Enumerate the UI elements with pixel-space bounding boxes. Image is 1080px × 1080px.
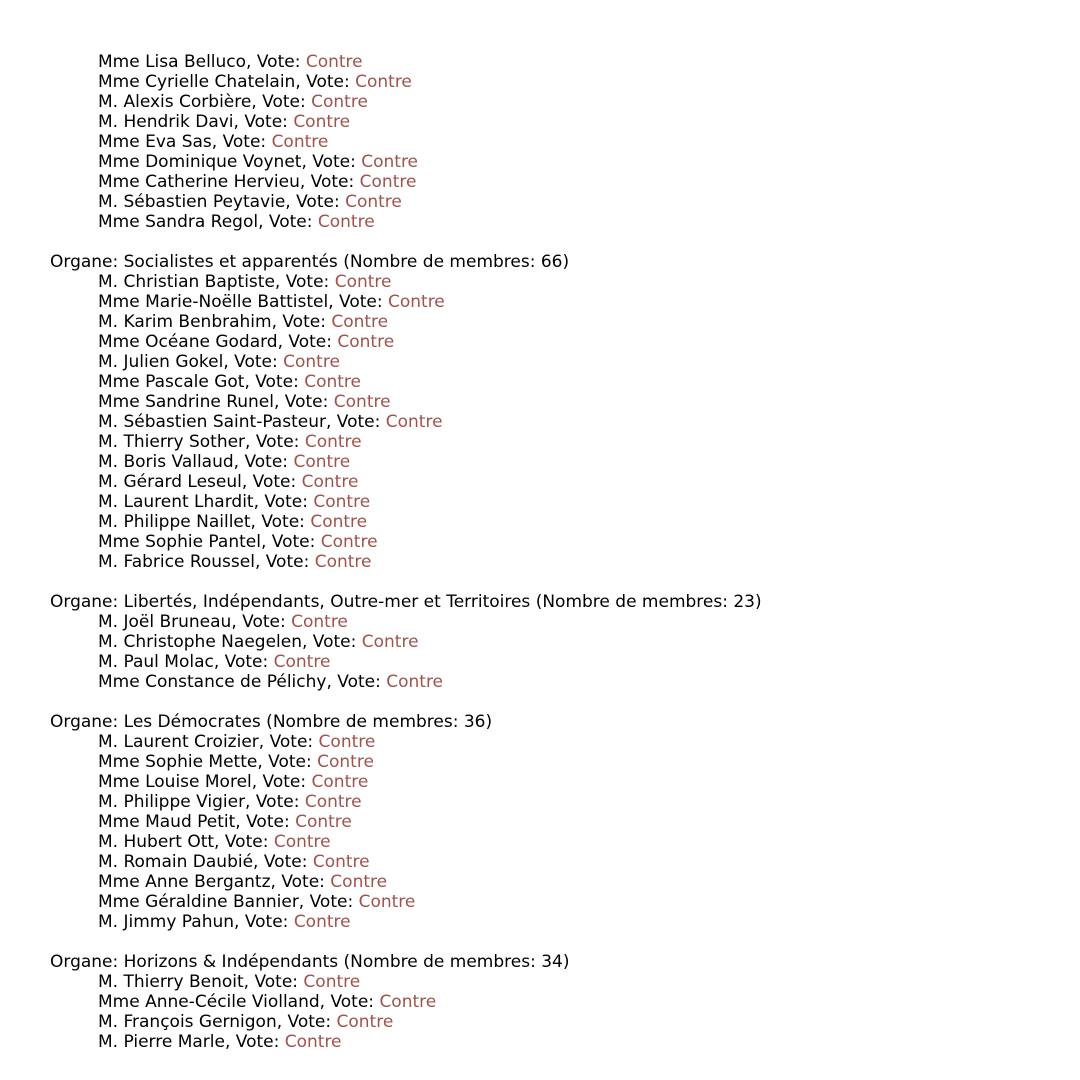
member-name: M. Boris Vallaud, Vote: <box>98 452 294 472</box>
section-gap <box>50 572 1050 592</box>
member-vote-row <box>50 472 1050 492</box>
vote-value: Contre <box>293 112 351 132</box>
member-vote-row <box>50 532 1050 552</box>
member-vote-row <box>50 172 1050 192</box>
vote-value: Contre <box>293 452 351 472</box>
vote-value: Contre <box>385 412 443 432</box>
vote-value: Contre <box>283 352 340 372</box>
member-vote-row <box>50 72 1050 92</box>
member-vote-row <box>50 412 1050 432</box>
vote-value: Contre <box>304 372 362 392</box>
member-vote-row <box>50 612 1050 632</box>
member-name: Mme Lisa Belluco, Vote: <box>98 52 306 72</box>
member-vote-row <box>50 512 1050 532</box>
member-vote-row <box>50 892 1050 912</box>
vote-value: Contre <box>358 892 416 912</box>
member-vote-row <box>50 112 1050 132</box>
member-name: Mme Maud Petit, Vote: <box>98 812 296 832</box>
vote-value: Contre <box>291 612 348 632</box>
vote-value: Contre <box>361 632 419 652</box>
member-name: M. Romain Daubié, Vote: <box>98 852 313 872</box>
member-name: M. Laurent Lhardit, Vote: <box>98 492 314 512</box>
organe-heading: Organe: Les Démocrates (Nombre de membres: 36) <box>50 712 493 732</box>
vote-value: Contre <box>293 912 351 932</box>
vote-value: Contre <box>310 512 368 532</box>
vote-value: Contre <box>336 1012 394 1032</box>
member-name: Mme Constance de Pélichy, Vote: <box>98 672 387 692</box>
vote-value: Contre <box>273 652 331 672</box>
member-vote-row <box>50 392 1050 412</box>
member-vote-row <box>50 492 1050 512</box>
organe-heading: Organe: Libertés, Indépendants, Outre-mer et Territoires (Nombre de membres: 23) <box>50 592 762 612</box>
organe-section <box>50 952 1050 1052</box>
vote-value: Contre <box>313 492 371 512</box>
member-name: Mme Louise Morel, Vote: <box>98 772 312 792</box>
member-name: Mme Catherine Hervieu, Vote: <box>98 172 360 192</box>
member-vote-row <box>50 192 1050 212</box>
member-name: M. Paul Molac, Vote: <box>98 652 274 672</box>
vote-value: Contre <box>359 172 417 192</box>
vote-value: Contre <box>295 812 352 832</box>
member-name: M. François Gernigon, Vote: <box>98 1012 337 1032</box>
member-name: Mme Eva Sas, Vote: <box>98 132 272 152</box>
member-vote-row <box>50 132 1050 152</box>
member-name: M. Fabrice Roussel, Vote: <box>98 552 315 572</box>
vote-value: Contre <box>311 772 369 792</box>
member-name: Mme Sandrine Runel, Vote: <box>98 392 334 412</box>
vote-value: Contre <box>314 552 372 572</box>
member-name: M. Alexis Corbière, Vote: <box>98 92 312 112</box>
vote-value: Contre <box>320 532 378 552</box>
member-vote-row <box>50 552 1050 572</box>
member-vote-row <box>50 912 1050 932</box>
member-name: Mme Anne Bergantz, Vote: <box>98 872 331 892</box>
member-vote-row <box>50 292 1050 312</box>
member-vote-row <box>50 652 1050 672</box>
member-name: Mme Anne-Cécile Violland, Vote: <box>98 992 380 1012</box>
vote-value: Contre <box>312 852 370 872</box>
vote-value: Contre <box>304 432 362 452</box>
vote-value: Contre <box>284 1032 342 1052</box>
vote-document <box>50 52 1050 1052</box>
section-gap <box>50 232 1050 252</box>
section-gap <box>50 692 1050 712</box>
vote-value: Contre <box>318 732 376 752</box>
member-vote-row <box>50 1032 1050 1052</box>
vote-value: Contre <box>273 832 331 852</box>
member-name: M. Laurent Croizier, Vote: <box>98 732 319 752</box>
member-name: Mme Sophie Pantel, Vote: <box>98 532 321 552</box>
vote-value: Contre <box>311 92 368 112</box>
member-vote-row <box>50 1012 1050 1032</box>
member-name: M. Thierry Sother, Vote: <box>98 432 305 452</box>
member-name: M. Karim Benbrahim, Vote: <box>98 312 332 332</box>
organe-section <box>50 52 1050 232</box>
vote-value: Contre <box>305 52 363 72</box>
member-vote-row <box>50 772 1050 792</box>
member-name: M. Joël Bruneau, Vote: <box>98 612 292 632</box>
member-vote-row <box>50 432 1050 452</box>
member-vote-row <box>50 792 1050 812</box>
member-name: M. Pierre Marle, Vote: <box>98 1032 285 1052</box>
member-vote-row <box>50 92 1050 112</box>
member-vote-row <box>50 832 1050 852</box>
member-name: Mme Pascale Got, Vote: <box>98 372 305 392</box>
vote-value: Contre <box>303 972 361 992</box>
member-name: M. Hendrik Davi, Vote: <box>98 112 294 132</box>
member-vote-row <box>50 812 1050 832</box>
vote-value: Contre <box>317 752 374 772</box>
vote-value: Contre <box>387 292 445 312</box>
vote-value: Contre <box>330 872 388 892</box>
member-vote-row <box>50 272 1050 292</box>
member-name: M. Christian Baptiste, Vote: <box>98 272 335 292</box>
member-vote-row <box>50 632 1050 652</box>
organe-heading: Organe: Socialistes et apparentés (Nombre de membres: 66) <box>50 252 570 272</box>
member-name: M. Christophe Naegelen, Vote: <box>98 632 362 652</box>
member-vote-row <box>50 152 1050 172</box>
organe-section <box>50 252 1050 572</box>
member-name: M. Philippe Vigier, Vote: <box>98 792 305 812</box>
member-name: M. Sébastien Saint-Pasteur, Vote: <box>98 412 386 432</box>
member-name: M. Jimmy Pahun, Vote: <box>98 912 294 932</box>
member-vote-row <box>50 372 1050 392</box>
vote-value: Contre <box>317 212 375 232</box>
member-name: Mme Marie-Noëlle Battistel, Vote: <box>98 292 388 312</box>
member-name: M. Thierry Benoit, Vote: <box>98 972 304 992</box>
vote-value: Contre <box>271 132 329 152</box>
member-name: M. Hubert Ott, Vote: <box>98 832 274 852</box>
member-vote-row <box>50 992 1050 1012</box>
member-name: M. Philippe Naillet, Vote: <box>98 512 311 532</box>
vote-value: Contre <box>333 392 391 412</box>
organe-section <box>50 712 1050 932</box>
member-vote-row <box>50 852 1050 872</box>
member-vote-row <box>50 732 1050 752</box>
member-name: M. Julien Gokel, Vote: <box>98 352 284 372</box>
member-name: Mme Géraldine Bannier, Vote: <box>98 892 359 912</box>
member-name: Mme Dominique Voynet, Vote: <box>98 152 362 172</box>
vote-value: Contre <box>304 792 362 812</box>
vote-value: Contre <box>345 192 402 212</box>
member-name: Mme Cyrielle Chatelain, Vote: <box>98 72 356 92</box>
vote-value: Contre <box>386 672 444 692</box>
vote-value: Contre <box>331 312 389 332</box>
member-vote-row <box>50 872 1050 892</box>
organe-section <box>50 592 1050 692</box>
vote-value: Contre <box>334 272 392 292</box>
member-name: M. Sébastien Peytavie, Vote: <box>98 192 346 212</box>
member-vote-row <box>50 672 1050 692</box>
vote-value: Contre <box>301 472 359 492</box>
member-vote-row <box>50 352 1050 372</box>
section-gap <box>50 932 1050 952</box>
member-vote-row <box>50 312 1050 332</box>
vote-value: Contre <box>379 992 437 1012</box>
member-vote-row <box>50 332 1050 352</box>
vote-value: Contre <box>361 152 419 172</box>
member-name: Mme Sophie Mette, Vote: <box>98 752 318 772</box>
organe-heading: Organe: Horizons & Indépendants (Nombre de membres: 34) <box>50 952 570 972</box>
member-vote-row <box>50 972 1050 992</box>
member-vote-row <box>50 212 1050 232</box>
vote-value: Contre <box>337 332 395 352</box>
member-name: Mme Sandra Regol, Vote: <box>98 212 318 232</box>
member-name: Mme Océane Godard, Vote: <box>98 332 338 352</box>
vote-value: Contre <box>355 72 412 92</box>
member-name: M. Gérard Leseul, Vote: <box>98 472 302 492</box>
member-vote-row <box>50 752 1050 772</box>
member-vote-row <box>50 452 1050 472</box>
member-vote-row <box>50 52 1050 72</box>
